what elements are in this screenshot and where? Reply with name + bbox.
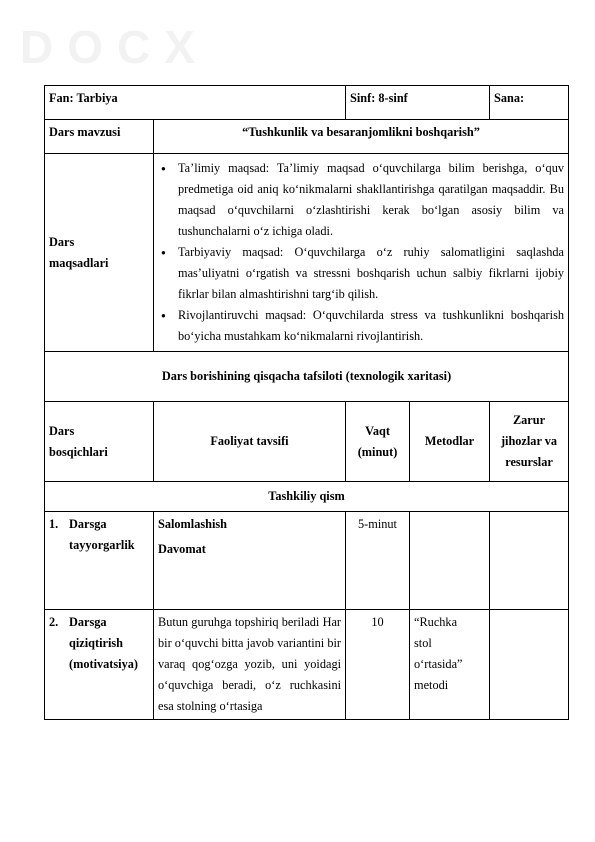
col-stage-header: Dars bosqichlari	[45, 402, 154, 482]
goals-list	[156, 158, 564, 347]
time-cell: 5-minut	[346, 512, 410, 610]
section-title: Dars borishining qisqacha tafsiloti (texnologik xaritasi)	[45, 352, 569, 402]
table-row	[45, 512, 569, 610]
resource-cell	[490, 610, 569, 720]
grade-cell: Sinf: 8-sinf	[346, 86, 490, 120]
stage-label: Darsga tayyorgarlik	[69, 517, 135, 552]
goals-label: Dars maqsadlari	[45, 154, 154, 352]
activity-item: Davomat	[158, 542, 206, 556]
col-time-header: Vaqt (minut)	[346, 402, 410, 482]
method-cell: “Ruchka stol o‘rtasida” metodi	[410, 610, 490, 720]
goal-item: ● Ta’limiy maqsad: Ta’limiy maqsad o‘quvchilarga bilim berishga, o‘quv predmetiga oid aniq ko‘nikmalarni shakllantirishga qaratilgan maqsaddir. Bu maqsad o‘quvchilarni o‘zlashtirishi kerak bo‘lgan asosiy bilim va tushunchalarni o‘z ichiga oladi.	[178, 158, 564, 242]
stage-label: Darsga qiziqtirish (motivatsiya)	[69, 615, 138, 671]
goals-cell	[154, 154, 569, 352]
activity-item: Salomlashish	[158, 517, 228, 531]
stage-cell	[45, 610, 154, 720]
goal-item: ● Tarbiyaviy maqsad: O‘quvchilarga o‘z ruhiy salomatligini saqlashda mas’uliyatni o‘rgatish va stressni boshqarish uchun salbiy fikrlarni ijobiy fikrlar bilan almashtirishni targ‘ib qilish.	[178, 242, 564, 305]
section-title-row	[45, 352, 569, 402]
date-cell: Sana:	[490, 86, 569, 120]
goal-item: ● Rivojlantiruvchi maqsad: O‘quvchilarda stress va tushkunlikni boshqarish bo‘yicha mustahkam ko‘nikmalarni rivojlantirish.	[178, 305, 564, 347]
col-activity-header: Faoliyat tavsifi	[154, 402, 346, 482]
subsection-title: Tashkiliy qism	[45, 482, 569, 512]
stage-number: 2.	[49, 615, 59, 629]
watermark: DOCX	[20, 21, 209, 73]
topic-label: Dars mavzusi	[45, 120, 154, 154]
topic-title: “Tushkunlik va besaranjomlikni boshqarish”	[154, 120, 569, 154]
topic-row	[45, 120, 569, 154]
subsection-row	[45, 482, 569, 512]
header-row	[45, 86, 569, 120]
col-methods-header: Metodlar	[410, 402, 490, 482]
stage-cell	[45, 512, 154, 610]
col-resources-header: Zarur jihozlar va resurslar	[490, 402, 569, 482]
goals-row	[45, 154, 569, 352]
activity-cell: Butun guruhga topshiriq beriladi Har bir o‘quvchi bitta javob variantini bir varaq qog‘ozga yozib, uni yoidagi o‘quvchiga beradi, o‘z ruchkasini esa stolning o‘rtasiga	[154, 610, 346, 720]
time-cell: 10	[346, 610, 410, 720]
stage-number: 1.	[49, 517, 59, 531]
table-row	[45, 610, 569, 720]
subject-cell: Fan: Tarbiya	[45, 86, 346, 120]
method-cell	[410, 512, 490, 610]
activity-cell	[154, 512, 346, 610]
columns-header-row	[45, 402, 569, 482]
lesson-plan-table	[44, 85, 569, 720]
resource-cell	[490, 512, 569, 610]
